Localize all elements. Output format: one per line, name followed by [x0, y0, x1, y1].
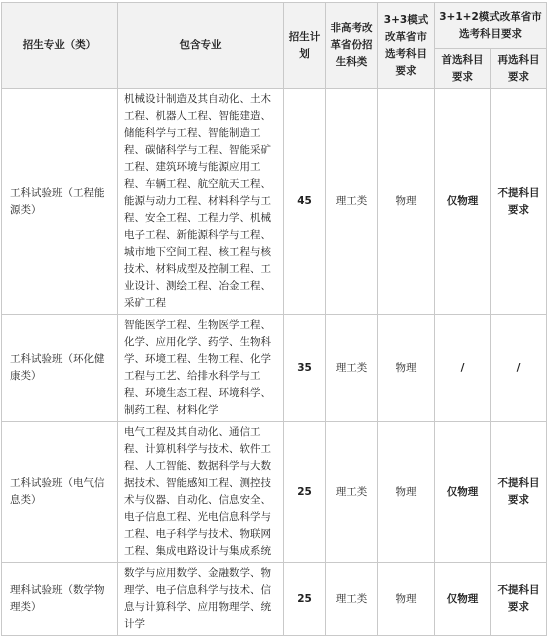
plan-cell: 25	[284, 422, 326, 563]
header-mode-33: 3+3模式改革省市选考科目要求	[378, 3, 435, 89]
non-reform-cell: 理工类	[326, 422, 378, 563]
header-first-subject: 首选科目要求	[435, 49, 491, 89]
table-row	[2, 89, 547, 315]
table-row	[2, 315, 547, 422]
first-subject-cell: 仅物理	[435, 563, 491, 636]
included-majors-cell: 智能医学工程、生物医学工程、化学、应用化学、药学、生物科学、环境工程、生物工程、化学工程与工艺、给排水科学与工程、环境生态工程、环境科学、制药工程、材料化学	[118, 315, 284, 422]
first-subject-cell: 仅物理	[435, 422, 491, 563]
plan-cell: 25	[284, 563, 326, 636]
second-subject-cell: /	[491, 315, 547, 422]
included-majors-cell: 电气工程及其自动化、通信工程、计算机科学与技术、软件工程、人工智能、数据科学与大数据技术、智能感知工程、测控技术与仪器、自动化、信息安全、电子信息工程、光电信息科学与工程、电子科学与技术、物联网工程、集成电路设计与集成系统	[118, 422, 284, 563]
header-mode-312: 3+1+2模式改革省市选考科目要求	[435, 3, 547, 49]
mode33-cell: 物理	[378, 422, 435, 563]
table-row	[2, 422, 547, 563]
included-majors-cell: 机械设计制造及其自动化、土木工程、机器人工程、智能建造、储能科学与工程、智能制造工程、碳储科学与工程、智能采矿工程、建筑环境与能源应用工程、车辆工程、航空航天工程、能源与动力工程、材料科学与工程、安全工程、工程力学、机械电子工程、新能源科学与工程、城市地下空间工程、核工程与核技术、材料成型及控制工程、工业设计、测绘工程、冶金工程、采矿工程	[118, 89, 284, 315]
first-subject-cell: /	[435, 315, 491, 422]
header-included-majors: 包含专业	[118, 3, 284, 89]
included-majors-cell: 数学与应用数学、金融数学、物理学、电子信息科学与技术、信息与计算科学、应用物理学、统计学	[118, 563, 284, 636]
header-plan: 招生计划	[284, 3, 326, 89]
second-subject-cell: 不提科目要求	[491, 89, 547, 315]
admission-table	[1, 2, 547, 636]
non-reform-cell: 理工类	[326, 315, 378, 422]
non-reform-cell: 理工类	[326, 89, 378, 315]
non-reform-cell: 理工类	[326, 563, 378, 636]
header-second-subject: 再选科目要求	[491, 49, 547, 89]
mode33-cell: 物理	[378, 563, 435, 636]
major-cell: 工科试验班（电气信息类）	[2, 422, 118, 563]
mode33-cell: 物理	[378, 315, 435, 422]
header-row	[2, 3, 547, 49]
second-subject-cell: 不提科目要求	[491, 422, 547, 563]
plan-cell: 35	[284, 315, 326, 422]
major-cell: 工科试验班（工程能源类）	[2, 89, 118, 315]
header-major: 招生专业（类）	[2, 3, 118, 89]
first-subject-cell: 仅物理	[435, 89, 491, 315]
major-cell: 工科试验班（环化健康类）	[2, 315, 118, 422]
header-non-reform: 非高考改革省份招生科类	[326, 3, 378, 89]
admission-table-container	[1, 2, 547, 636]
major-cell: 理科试验班（数学物理类）	[2, 563, 118, 636]
table-row	[2, 563, 547, 636]
second-subject-cell: 不提科目要求	[491, 563, 547, 636]
mode33-cell: 物理	[378, 89, 435, 315]
plan-cell: 45	[284, 89, 326, 315]
